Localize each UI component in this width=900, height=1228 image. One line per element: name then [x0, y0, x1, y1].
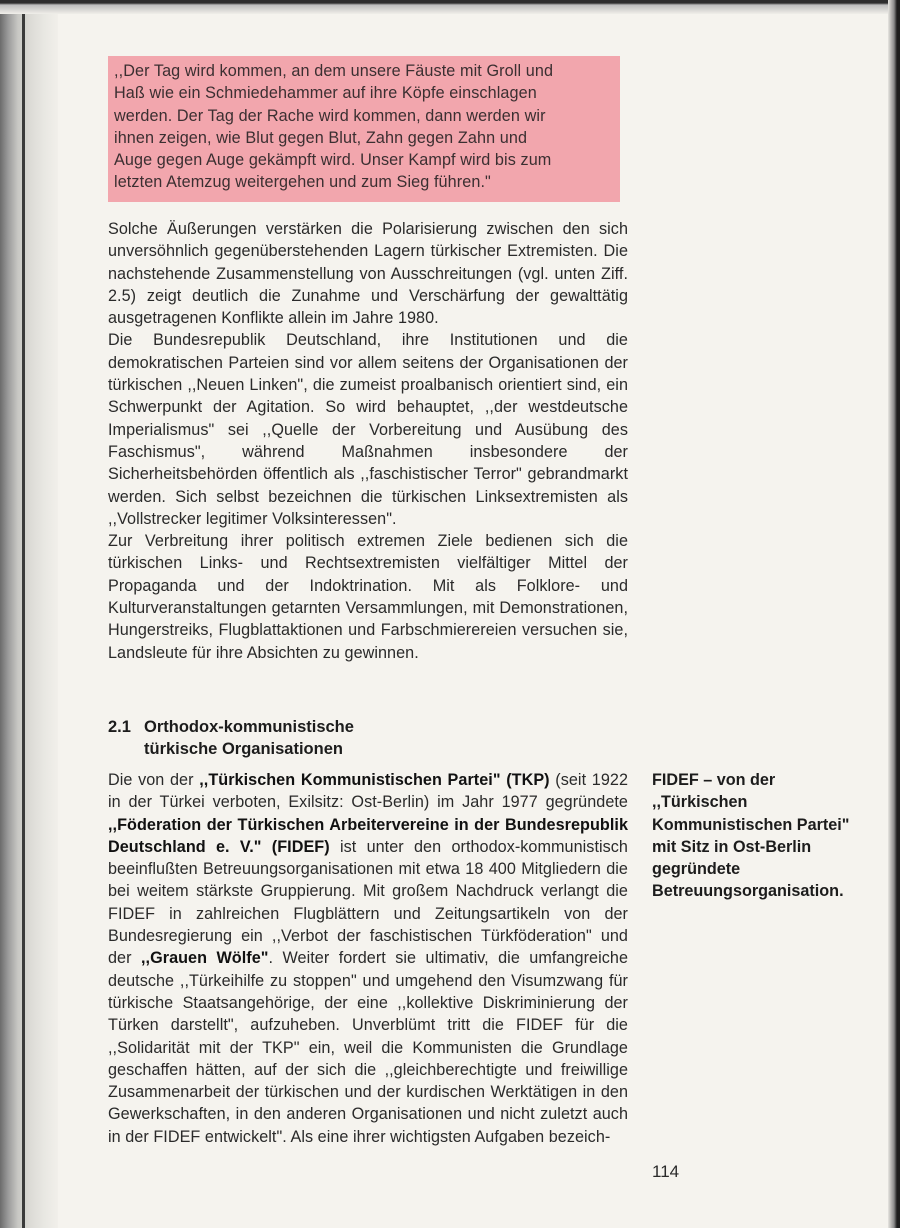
quote-line: Auge gegen Auge gekämpft wird. Unser Kampf wird bis zum: [114, 151, 552, 170]
text-span: Die von der: [108, 771, 200, 789]
body-text-fidef: [108, 769, 628, 1148]
bold-tkp: ,,Türkischen Kommunistischen Partei" (TKP): [199, 771, 550, 789]
paragraph-bundesrepublik: Die Bundesrepublik Deutschland, ihre Institutionen und die demokratischen Parteien sind vor allem seitens der Organisationen der türkischen ,,Neuen Linken", die zumeist proalbanisch orientiert sind, ein Schwerpunkt der Agitation. So wird behauptet, ,,der westdeutsche Imperialismus" sei ,,Quelle der Vorbereitung und Ausübung des Faschismus", während Maßnahmen insbesondere der Sicherheitsbehörden öffentlich als ,,faschistischer Terror" gebrandmarkt werden. Sich selbst bezeichnen die türkischen Linksextremisten als ,,Vollstrecker legitimer Volksinteressen".: [108, 331, 628, 528]
text-span: ist unter den orthodox-kommunistisch beeinflußten Betreuungsorganisationen mit etwa 18 400 Mitgliedern die bei weitem stärkste Gruppierung. Mit großem Nachdruck verlangt die FIDEF in zahlreichen Flugblättern und Zeitungsartikeln von der Bundesregierung ein ,,Verbot der faschistischen Türkföderation" und der: [108, 837, 628, 968]
paragraph-polarisierung: Solche Äußerungen verstärken die Polarisierung zwischen den sich unversöhnlich gegenüberstehenden Lagern türkischer Extremisten. Die nachstehende Zusammenstellung von Ausschreitungen (vgl. unten Ziff. 2.5) zeigt deutlich die Zunahme und Verschärfung der gewalttätig ausgetragenen Konflikte allein im Jahre 1980.: [108, 220, 628, 328]
quote-line: ,,Der Tag wird kommen, an dem unsere Fäuste mit Groll und: [114, 62, 554, 80]
bold-fidef: ,,Föderation der Türkischen Arbeitervereine in der Bundesrepublik Deutschland e. V." (FIDEF): [108, 815, 628, 856]
quote-line: ihnen zeigen, wie Blut gegen Blut, Zahn gegen Zahn und: [114, 128, 528, 147]
quote-line: letzten Atemzug weitergehen und zum Sieg führen.": [114, 173, 491, 192]
quote-line: werden. Der Tag der Rache wird kommen, dann werden wir: [114, 106, 546, 125]
highlighted-quote: [108, 56, 620, 202]
paragraph-fidef: [108, 769, 628, 1148]
bold-graue-woelfe: ,,Grauen Wölfe": [140, 949, 269, 968]
quote-line: Haß wie ein Schmiedehammer auf ihre Köpfe einschlagen: [114, 84, 537, 103]
section-heading: [108, 716, 628, 760]
text-span: (seit 1922 in der Türkei verboten, Exilsitz: Ost-Berlin) im Jahr 1977 gegründete: [108, 771, 628, 812]
binding-edge-line: [22, 0, 25, 1228]
section-title-line1: Orthodox-kommunistische: [144, 718, 354, 736]
quote-text: [114, 60, 614, 194]
text-span: . Weiter fordert sie ultimativ, die umfangreiche deutsche ,,Türkeihilfe zu stoppen" und umgehend den Visumzwang für türkische Staatsangehörige, der eine ,,kollektive Diskriminierung der Türken darstellt", aufzuheben. Unverblümt tritt die FIDEF für die ,,Solidarität mit der TKP" ein, weil die Kommunisten die Grundlage geschaffen hätten, auf der sich die ,,gleichberechtigte und freiwillige Zusammenarbeit der türkischen und der kurdischen Werktätigen in den Gewerkschaften, in den anderen Organisationen und nicht zuletzt auch in der FIDEF entwickelt". Als eine ihrer wichtigsten Aufgaben bezeich-: [108, 949, 628, 1146]
body-text-upper: [108, 218, 628, 664]
section-number: 2.1: [108, 718, 131, 736]
section-title-line2: türkische Organisationen: [144, 740, 343, 758]
paragraph-propaganda: Zur Verbreitung ihrer politisch extremen Ziele bedienen sich die türkischen Links- und Rechtsextremisten vielfältiger Mittel der Propaganda und der Indoktrination. Mit als Folklore- und Kulturveranstaltungen getarnten Versammlungen, mit Demonstrationen, Hungerstreiks, Flugblattaktionen und Farbschmierereien versuchen sie, Landsleute für ihre Absichten zu gewinnen.: [108, 532, 628, 662]
margin-note: FIDEF – von der ,,Türkischen Kommunistischen Partei" mit Sitz in Ost-Berlin gegründete Betreuungsorganisation.: [652, 771, 850, 901]
right-page-edge: [888, 0, 900, 1228]
page-number: 114: [652, 1162, 680, 1181]
book-binding-shadow: [0, 0, 58, 1228]
top-page-edge: [0, 0, 900, 14]
